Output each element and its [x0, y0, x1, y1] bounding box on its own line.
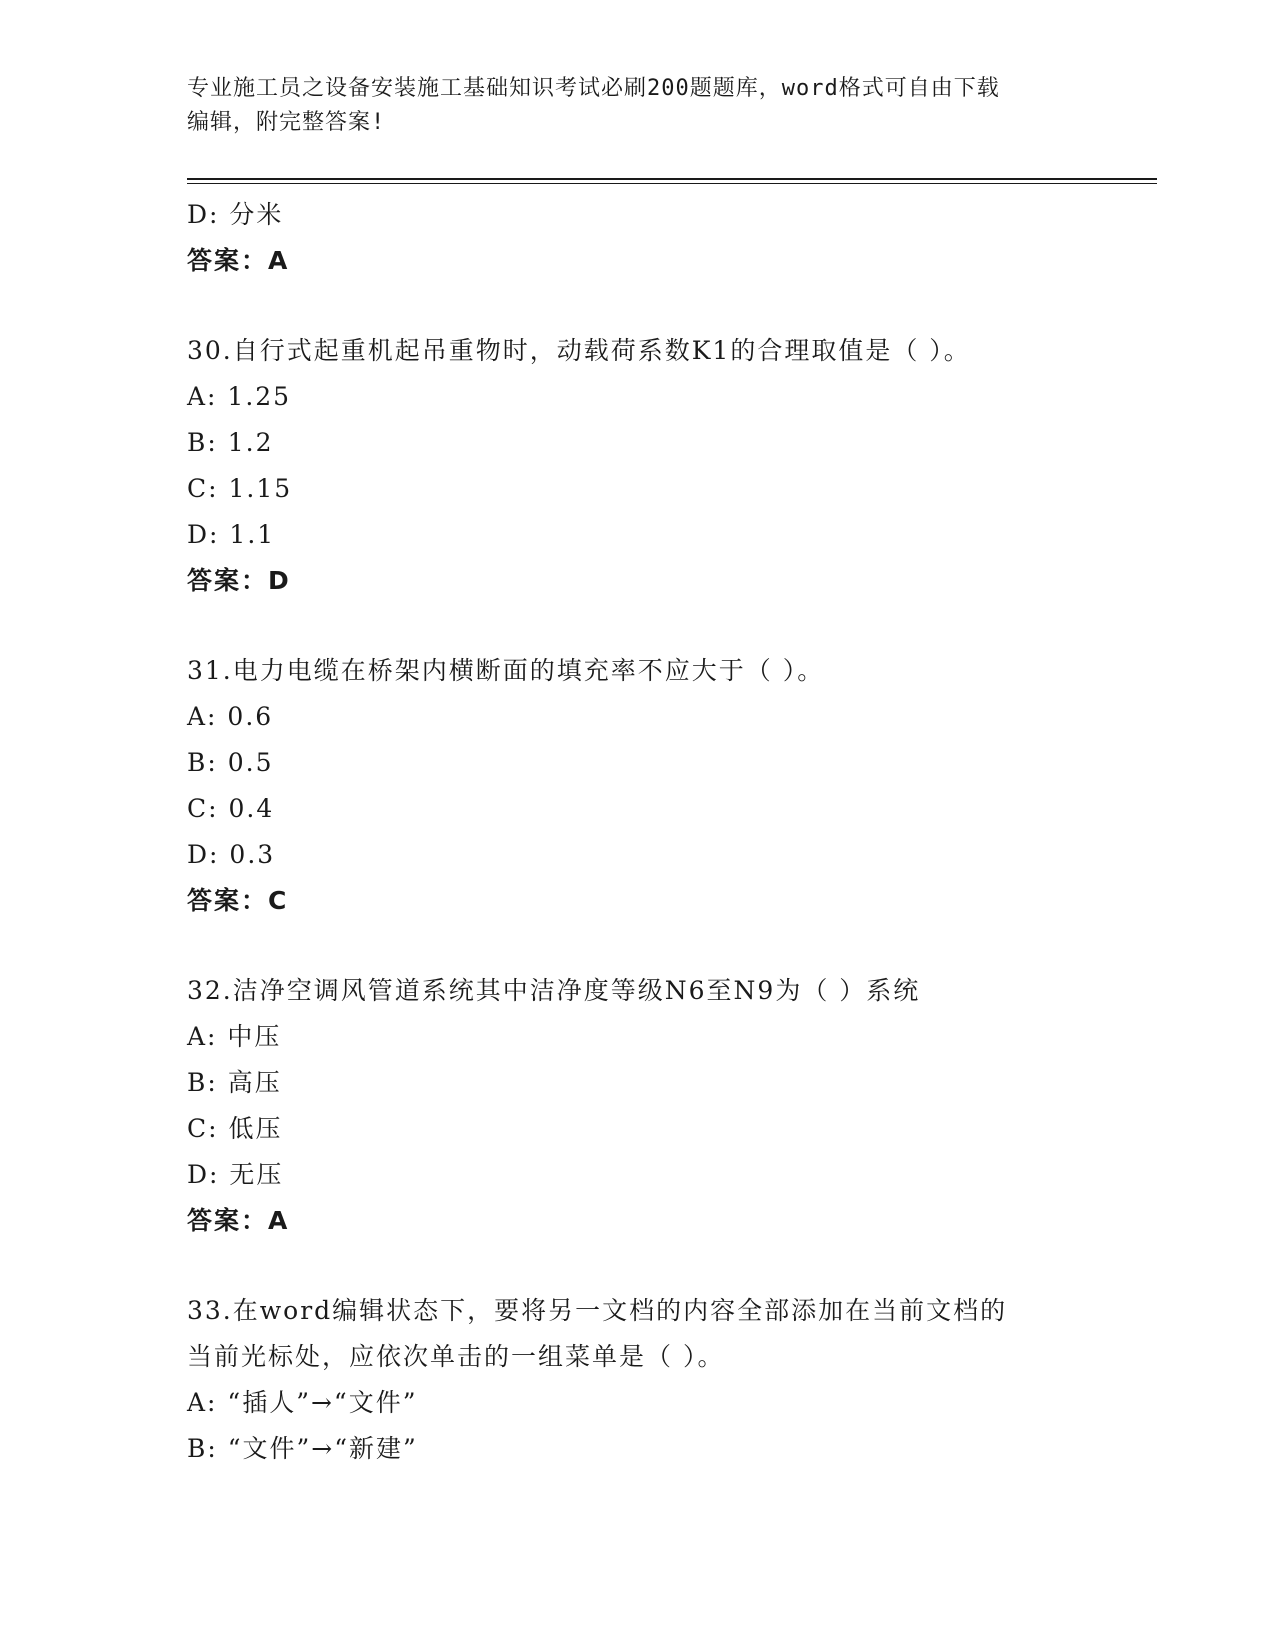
document-body	[187, 192, 1087, 1472]
question-33-text-line-1: 33.在word编辑状态下，要将另一文档的内容全部添加在当前文档的	[187, 1296, 1008, 1325]
document-header	[187, 72, 1087, 140]
question-32-answer: 答案：A	[187, 1206, 290, 1235]
header-line-1: 专业施工员之设备安装施工基础知识考试必刷200题题库，word格式可自由下载	[187, 76, 1000, 101]
question-30-option-a: A: 1.25	[187, 382, 292, 411]
header-divider-thin	[187, 183, 1157, 184]
question-30-option-d: D: 1.1	[187, 520, 276, 549]
question-31-option-c: C: 0.4	[187, 794, 275, 823]
question-32-option-a: A: 中压	[187, 1022, 282, 1051]
question-32-option-c: C: 低压	[187, 1114, 283, 1143]
spacer	[187, 1244, 1087, 1288]
prev-option-d: D: 分米	[187, 200, 284, 229]
question-30-option-b: B: 1.2	[187, 428, 274, 457]
question-30-text: 30.自行式起重机起吊重物时，动载荷系数K1的合理取值是（ ）。	[187, 336, 971, 365]
question-33-option-a: A: “插人”→“文件”	[187, 1388, 418, 1417]
question-31-text: 31.电力电缆在桥架内横断面的填充率不应大于（ ）。	[187, 656, 825, 685]
prev-answer: 答案：A	[187, 246, 290, 275]
question-32-text: 32.洁净空调风管道系统其中洁净度等级N6至N9为（ ）系统	[187, 976, 921, 1005]
header-divider-thick	[187, 178, 1157, 180]
question-32-option-d: D: 无压	[187, 1160, 284, 1189]
spacer	[187, 284, 1087, 328]
spacer	[187, 924, 1087, 968]
question-31-option-a: A: 0.6	[187, 702, 274, 731]
question-31-answer: 答案：C	[187, 886, 289, 915]
question-30-option-c: C: 1.15	[187, 474, 293, 503]
question-31-option-b: B: 0.5	[187, 748, 274, 777]
question-31-option-d: D: 0.3	[187, 840, 276, 869]
header-line-2: 编辑，附完整答案!	[187, 110, 386, 135]
question-32-option-b: B: 高压	[187, 1068, 282, 1097]
question-33-text-line-2: 当前光标处，应依次单击的一组菜单是（ ）。	[187, 1342, 725, 1371]
spacer	[187, 604, 1087, 648]
question-30-answer: 答案：D	[187, 566, 291, 595]
question-33-option-b: B: “文件”→“新建”	[187, 1434, 418, 1463]
